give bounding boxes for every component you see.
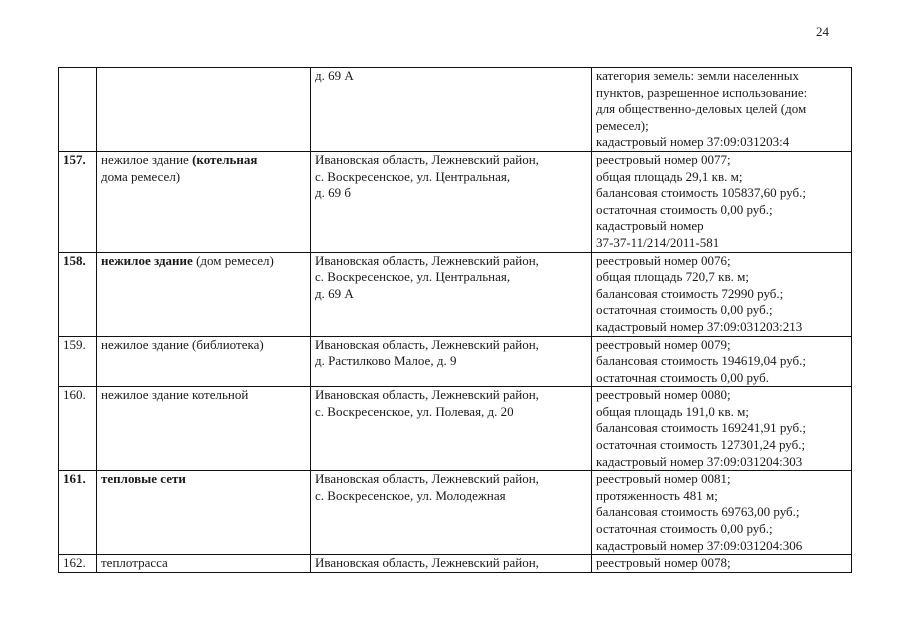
info-line: остаточная стоимость 0,00 руб.: [596, 369, 769, 385]
table-row: [59, 471, 852, 555]
address-cell: [311, 471, 592, 555]
address-cell: [311, 336, 592, 387]
object-name-line: тепловые сети: [101, 471, 186, 487]
table-row: [59, 252, 852, 336]
row-number-cell: [59, 68, 97, 152]
characteristics-cell: [592, 336, 852, 387]
characteristics-cell: [592, 555, 852, 573]
address-line: Ивановская область, Лежневский район,: [315, 151, 539, 167]
info-line: реестровый номер 0080;: [596, 387, 731, 403]
object-name-line: нежилое здание (библиотека): [101, 336, 264, 352]
info-line: протяженность 481 м;: [596, 487, 718, 503]
info-line: реестровый номер 0079;: [596, 336, 731, 352]
object-name-line: нежилое здание котельной: [101, 387, 249, 403]
info-line: реестровый номер 0078;: [596, 555, 731, 571]
info-line: кадастровый номер 37:09:031203:213: [596, 318, 803, 334]
address-cell: [311, 555, 592, 573]
info-line: балансовая стоимость 194619,04 руб.;: [596, 353, 806, 369]
characteristics-cell: [592, 252, 852, 336]
address-line: Ивановская область, Лежневский район,: [315, 555, 539, 571]
info-line: ремесел);: [596, 117, 649, 133]
info-line: остаточная стоимость 127301,24 руб.;: [596, 437, 806, 453]
row-number-cell: [59, 555, 97, 573]
characteristics-cell: [592, 471, 852, 555]
info-line: кадастровый номер 37:09:031204:306: [596, 537, 803, 553]
info-line: категория земель: земли населенных: [596, 68, 800, 83]
characteristics-cell: [592, 151, 852, 252]
object-name-cell: [97, 555, 311, 573]
info-line: балансовая стоимость 72990 руб.;: [596, 285, 784, 301]
object-name-line: дома ремесел): [101, 168, 181, 184]
address-line: с. Воскресенское, ул. Полевая, д. 20: [315, 403, 514, 419]
object-name-part: (котельная: [192, 151, 258, 167]
table-row: [59, 151, 852, 252]
info-line: балансовая стоимость 105837,60 руб.;: [596, 185, 806, 201]
table-row: [59, 555, 852, 573]
address-line: с. Воскресенское, ул. Молодежная: [315, 487, 506, 503]
object-name-cell: [97, 336, 311, 387]
info-line: остаточная стоимость 0,00 руб.;: [596, 201, 773, 217]
address-line: д. 69 А: [315, 285, 354, 301]
info-line: балансовая стоимость 169241,91 руб.;: [596, 420, 806, 436]
address-line: Ивановская область, Лежневский район,: [315, 387, 539, 403]
info-line: кадастровый номер: [596, 218, 704, 234]
address-line: Ивановская область, Лежневский район,: [315, 471, 539, 487]
object-name-line: [101, 152, 306, 169]
row-number: 159.: [63, 336, 86, 352]
address-line: д. 69 А: [315, 68, 354, 83]
info-line: остаточная стоимость 0,00 руб.;: [596, 302, 773, 318]
row-number-cell: [59, 336, 97, 387]
row-number: 162.: [63, 555, 86, 571]
row-number: 161.: [63, 471, 86, 487]
row-number: 157.: [63, 151, 86, 167]
info-line: балансовая стоимость 69763,00 руб.;: [596, 504, 800, 520]
address-line: Ивановская область, Лежневский район,: [315, 336, 539, 352]
address-cell: [311, 151, 592, 252]
object-name-part: нежилое здание: [101, 151, 193, 167]
table-row: [59, 387, 852, 471]
info-line: кадастровый номер 37:09:031204:303: [596, 453, 803, 469]
address-line: с. Воскресенское, ул. Центральная,: [315, 168, 511, 184]
object-name-cell: [97, 252, 311, 336]
info-line: остаточная стоимость 0,00 руб.;: [596, 521, 773, 537]
page-number: 24: [816, 24, 829, 39]
table-row: [59, 336, 852, 387]
object-name-cell: [97, 151, 311, 252]
row-number-cell: [59, 252, 97, 336]
object-name-cell: [97, 387, 311, 471]
object-name-cell: [97, 471, 311, 555]
object-name-line: [101, 253, 306, 270]
address-cell: [311, 68, 592, 152]
address-cell: [311, 387, 592, 471]
info-line: общая площадь 720,7 кв. м;: [596, 269, 749, 285]
row-number-cell: [59, 151, 97, 252]
row-number-cell: [59, 471, 97, 555]
info-line: реестровый номер 0081;: [596, 471, 731, 487]
row-number: 158.: [63, 252, 86, 268]
info-line: реестровый номер 0076;: [596, 252, 731, 268]
info-line: реестровый номер 0077;: [596, 151, 731, 167]
address-line: д. 69 б: [315, 185, 351, 201]
table-row: [59, 68, 852, 152]
characteristics-cell: [592, 387, 852, 471]
info-line: 37-37-11/214/2011-581: [596, 234, 720, 250]
row-number: 160.: [63, 387, 86, 403]
object-name-part: нежилое здание: [101, 252, 197, 268]
info-line: кадастровый номер 37:09:031203:4: [596, 134, 790, 150]
characteristics-cell: [592, 68, 852, 152]
info-line: для общественно-деловых целей (дом: [596, 101, 807, 117]
object-name-line: теплотрасса: [101, 555, 168, 571]
info-line: общая площадь 29,1 кв. м;: [596, 168, 743, 184]
address-line: д. Растилково Малое, д. 9: [315, 353, 457, 369]
address-cell: [311, 252, 592, 336]
address-line: Ивановская область, Лежневский район,: [315, 252, 539, 268]
row-number-cell: [59, 387, 97, 471]
address-line: с. Воскресенское, ул. Центральная,: [315, 269, 511, 285]
object-name-cell: [97, 68, 311, 152]
info-line: общая площадь 191,0 кв. м;: [596, 403, 749, 419]
property-registry-table: [58, 67, 852, 573]
object-name-part: (дом ремесел): [196, 252, 274, 268]
info-line: пунктов, разрешенное использование:: [596, 84, 808, 100]
